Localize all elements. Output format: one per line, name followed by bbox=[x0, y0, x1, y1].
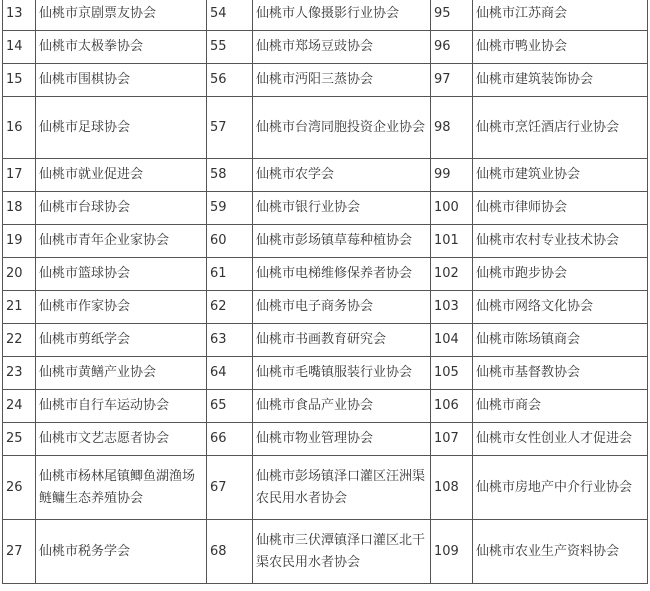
association-name: 仙桃市毛嘴镇服装行业协会 bbox=[253, 357, 431, 390]
association-name: 仙桃市鸭业协会 bbox=[473, 31, 648, 64]
association-name: 仙桃市文艺志愿者协会 bbox=[36, 423, 207, 456]
table-row bbox=[3, 324, 648, 357]
association-name: 仙桃市黄鳝产业协会 bbox=[36, 357, 207, 390]
association-name: 仙桃市彭场镇草莓种植协会 bbox=[253, 225, 431, 258]
row-number: 20 bbox=[3, 258, 36, 291]
row-number: 14 bbox=[3, 31, 36, 64]
association-name: 仙桃市剪纸学会 bbox=[36, 324, 207, 357]
association-name: 仙桃市江苏商会 bbox=[473, 0, 648, 31]
row-number: 101 bbox=[431, 225, 473, 258]
association-name: 仙桃市建筑装饰协会 bbox=[473, 64, 648, 97]
table-row bbox=[3, 192, 648, 225]
association-name: 仙桃市人像摄影行业协会 bbox=[253, 0, 431, 31]
association-name: 仙桃市台球协会 bbox=[36, 192, 207, 225]
association-name: 仙桃市就业促进会 bbox=[36, 159, 207, 192]
association-name: 仙桃市商会 bbox=[473, 390, 648, 423]
association-name: 仙桃市跑步协会 bbox=[473, 258, 648, 291]
row-number: 63 bbox=[207, 324, 253, 357]
association-name: 仙桃市郑场豆豉协会 bbox=[253, 31, 431, 64]
row-number: 109 bbox=[431, 520, 473, 584]
row-number: 99 bbox=[431, 159, 473, 192]
row-number: 65 bbox=[207, 390, 253, 423]
association-name: 仙桃市电子商务协会 bbox=[253, 291, 431, 324]
row-number: 102 bbox=[431, 258, 473, 291]
association-name: 仙桃市作家协会 bbox=[36, 291, 207, 324]
row-number: 106 bbox=[431, 390, 473, 423]
row-number: 18 bbox=[3, 192, 36, 225]
row-number: 97 bbox=[431, 64, 473, 97]
row-number: 95 bbox=[431, 0, 473, 31]
table-row bbox=[3, 390, 648, 423]
table-row bbox=[3, 357, 648, 390]
table-row bbox=[3, 97, 648, 159]
association-name: 仙桃市太极拳协会 bbox=[36, 31, 207, 64]
association-name: 仙桃市自行车运动协会 bbox=[36, 390, 207, 423]
row-number: 96 bbox=[431, 31, 473, 64]
association-name: 仙桃市基督教协会 bbox=[473, 357, 648, 390]
table-row bbox=[3, 291, 648, 324]
row-number: 24 bbox=[3, 390, 36, 423]
row-number: 15 bbox=[3, 64, 36, 97]
row-number: 23 bbox=[3, 357, 36, 390]
row-number: 56 bbox=[207, 64, 253, 97]
association-name: 仙桃市足球协会 bbox=[36, 97, 207, 159]
row-number: 13 bbox=[3, 0, 36, 31]
association-name: 仙桃市三伏潭镇泽口灌区北干渠农民用水者协会 bbox=[253, 520, 431, 584]
row-number: 105 bbox=[431, 357, 473, 390]
row-number: 59 bbox=[207, 192, 253, 225]
association-name: 仙桃市女性创业人才促进会 bbox=[473, 423, 648, 456]
table-row bbox=[3, 225, 648, 258]
association-name: 仙桃市农村专业技术协会 bbox=[473, 225, 648, 258]
table-row bbox=[3, 159, 648, 192]
row-number: 64 bbox=[207, 357, 253, 390]
table-row bbox=[3, 31, 648, 64]
association-name: 仙桃市银行业协会 bbox=[253, 192, 431, 225]
row-number: 25 bbox=[3, 423, 36, 456]
row-number: 22 bbox=[3, 324, 36, 357]
row-number: 21 bbox=[3, 291, 36, 324]
row-number: 61 bbox=[207, 258, 253, 291]
association-name: 仙桃市律师协会 bbox=[473, 192, 648, 225]
association-name: 仙桃市陈场镇商会 bbox=[473, 324, 648, 357]
association-name: 仙桃市农业生产资料协会 bbox=[473, 520, 648, 584]
row-number: 103 bbox=[431, 291, 473, 324]
table-row bbox=[3, 64, 648, 97]
row-number: 19 bbox=[3, 225, 36, 258]
association-name: 仙桃市房地产中介行业协会 bbox=[473, 456, 648, 520]
table-row bbox=[3, 258, 648, 291]
row-number: 57 bbox=[207, 97, 253, 159]
association-name: 仙桃市京剧票友协会 bbox=[36, 0, 207, 31]
association-name: 仙桃市税务学会 bbox=[36, 520, 207, 584]
association-name: 仙桃市电梯维修保养者协会 bbox=[253, 258, 431, 291]
table-row bbox=[3, 520, 648, 584]
row-number: 17 bbox=[3, 159, 36, 192]
row-number: 98 bbox=[431, 97, 473, 159]
association-name: 仙桃市物业管理协会 bbox=[253, 423, 431, 456]
association-name: 仙桃市青年企业家协会 bbox=[36, 225, 207, 258]
row-number: 55 bbox=[207, 31, 253, 64]
row-number: 100 bbox=[431, 192, 473, 225]
table-row bbox=[3, 423, 648, 456]
association-name: 仙桃市网络文化协会 bbox=[473, 291, 648, 324]
association-name: 仙桃市烹饪酒店行业协会 bbox=[473, 97, 648, 159]
row-number: 26 bbox=[3, 456, 36, 520]
row-number: 108 bbox=[431, 456, 473, 520]
association-name: 仙桃市台湾同胞投资企业协会 bbox=[253, 97, 431, 159]
row-number: 58 bbox=[207, 159, 253, 192]
row-number: 104 bbox=[431, 324, 473, 357]
association-table bbox=[2, 0, 648, 584]
association-name: 仙桃市彭场镇泽口灌区汪洲渠农民用水者协会 bbox=[253, 456, 431, 520]
association-name: 仙桃市围棋协会 bbox=[36, 64, 207, 97]
row-number: 68 bbox=[207, 520, 253, 584]
row-number: 67 bbox=[207, 456, 253, 520]
association-name: 仙桃市篮球协会 bbox=[36, 258, 207, 291]
table-row bbox=[3, 0, 648, 31]
association-name: 仙桃市农学会 bbox=[253, 159, 431, 192]
row-number: 54 bbox=[207, 0, 253, 31]
association-name: 仙桃市沔阳三蒸协会 bbox=[253, 64, 431, 97]
row-number: 16 bbox=[3, 97, 36, 159]
association-name: 仙桃市建筑业协会 bbox=[473, 159, 648, 192]
table-row bbox=[3, 456, 648, 520]
row-number: 60 bbox=[207, 225, 253, 258]
row-number: 107 bbox=[431, 423, 473, 456]
row-number: 62 bbox=[207, 291, 253, 324]
association-name: 仙桃市书画教育研究会 bbox=[253, 324, 431, 357]
association-name: 仙桃市杨林尾镇鲫鱼湖渔场鲢鳙生态养殖协会 bbox=[36, 456, 207, 520]
association-name: 仙桃市食品产业协会 bbox=[253, 390, 431, 423]
row-number: 66 bbox=[207, 423, 253, 456]
row-number: 27 bbox=[3, 520, 36, 584]
